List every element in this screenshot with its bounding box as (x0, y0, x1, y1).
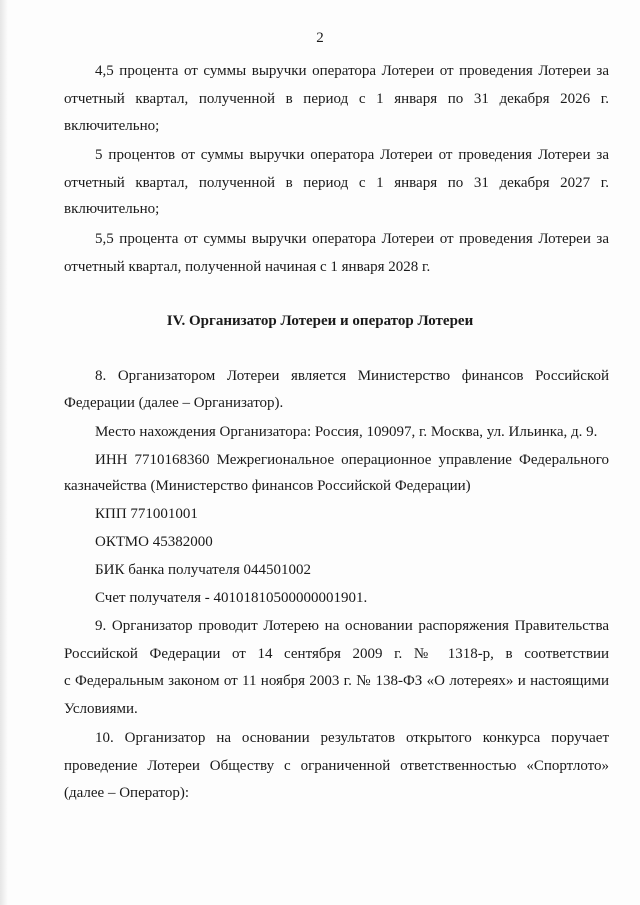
clause9-line-3: с Федеральным законом от 11 ноября 2003 г. № 138-ФЗ «О лотереях» и настоящими (64, 673, 609, 689)
clause10-line-3: (далее – Оператор): (64, 785, 190, 801)
organizer-inn-line-2: казначейства (Министерство финансов Российской Федерации) (64, 478, 471, 494)
clause8-line-2: Федерации (далее – Организатор). (64, 395, 284, 411)
page-number: 2 (316, 30, 324, 46)
section-heading: IV. Организатор Лотереи и оператор Лотереи (166, 313, 474, 329)
scan-edge-shadow (0, 0, 8, 905)
rate-2027-line-3: включительно; (64, 201, 160, 217)
rate-2027-line-1: 5 процентов от суммы выручки оператора Лотереи от проведения Лотереи за (95, 147, 609, 163)
rate-2026-line-2: отчетный квартал, полученной в период с 1 января по 31 декабря 2026 г. (64, 91, 609, 107)
clause10-line-1: 10. Организатор на основании результатов открытого конкурса поручает (95, 730, 609, 746)
rate-2027-line-2: отчетный квартал, полученной в период с 1 января по 31 декабря 2027 г. (64, 175, 609, 191)
clause9-line-1: 9. Организатор проводит Лотерею на основании распоряжения Правительства (95, 618, 609, 634)
clause9-line-2: Российской Федерации от 14 сентября 2009 г. № 1318-р, в соответствии (64, 646, 609, 662)
organizer-account: Счет получателя - 40101810500000001901. (95, 590, 368, 606)
rate-2028-line-1: 5,5 процента от суммы выручки оператора Лотереи от проведения Лотереи за (95, 231, 609, 247)
organizer-bik: БИК банка получателя 044501002 (95, 562, 311, 578)
clause10-line-2: проведение Лотереи Обществу с ограниченной ответственностью «Спортлото» (64, 758, 609, 774)
organizer-address: Место нахождения Организатора: Россия, 109097, г. Москва, ул. Ильинка, д. 9. (95, 424, 598, 440)
organizer-kpp: КПП 771001001 (95, 506, 198, 522)
clause9-line-4: Условиями. (64, 701, 138, 717)
rate-2026-line-1: 4,5 процента от суммы выручки оператора Лотереи от проведения Лотереи за (95, 63, 609, 79)
rate-2026-line-3: включительно; (64, 118, 160, 134)
organizer-inn-line-1: ИНН 7710168360 Межрегиональное операционное управление Федерального (95, 452, 609, 468)
organizer-oktmo: ОКТМО 45382000 (95, 534, 213, 550)
clause8-line-1: 8. Организатором Лотереи является Министерство финансов Российской (95, 368, 609, 384)
rate-2028-line-2: отчетный квартал, полученной начиная с 1 января 2028 г. (64, 259, 431, 275)
